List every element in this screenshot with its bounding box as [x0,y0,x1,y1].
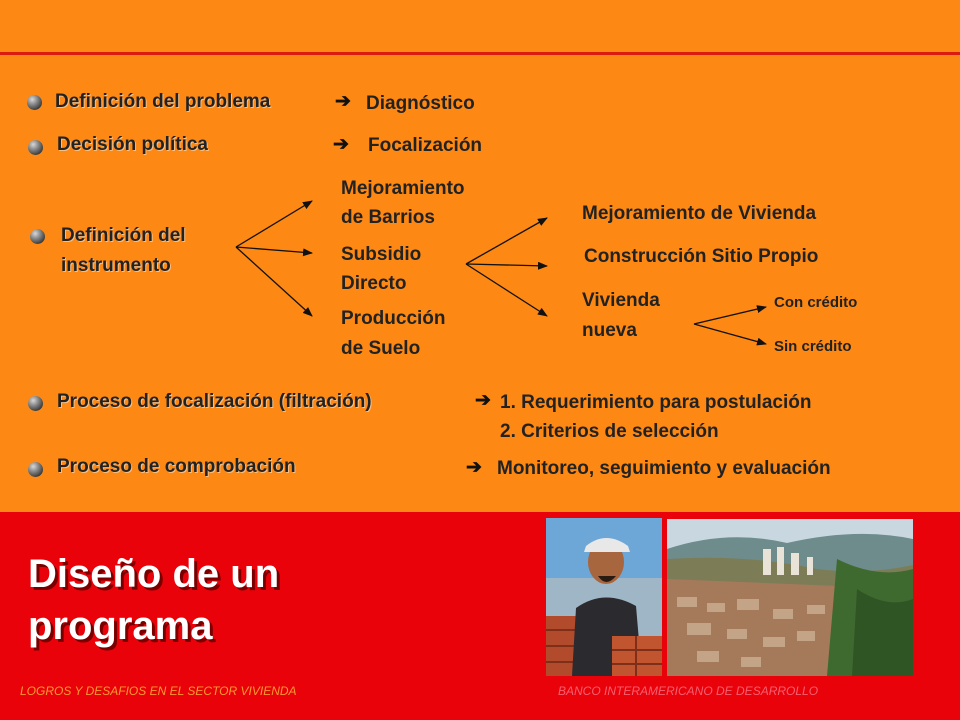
instrument-definition-label-line2: instrumento [61,255,171,276]
option-new-home-line1: Vivienda [582,290,660,311]
bullet-icon [28,396,43,411]
option-own-site-construction: Construcción Sitio Propio [584,246,819,267]
monitoring-text: Monitoreo, seguimiento y evaluación [497,458,831,479]
instrument-neighborhood-line2: de Barrios [341,207,435,228]
instrument-subsidy-line1: Subsidio [341,244,422,265]
credit-without: Sin crédito [774,338,852,355]
connector-to-land [236,247,312,316]
instrument-definition-label-line1: Definición del [61,225,186,246]
slide-title [28,548,279,652]
instrument-subsidy-line2: Directo [341,273,407,294]
option-new-home-line2: nueva [582,320,637,341]
connector-to-neighborhood [236,201,312,247]
arrow-right-icon: ➔ [333,134,349,155]
worker-photo [546,518,662,676]
connector-to-own-site [466,264,547,266]
option-home-improvement: Mejoramiento de Vivienda [582,203,817,224]
diagnosis-text: Diagnóstico [366,93,475,114]
connector-to-without-credit [694,324,766,344]
connector-to-new-home [466,264,547,316]
problem-definition-label: Definición del problema [55,91,271,112]
connector-to-improvement [466,218,547,264]
city-photo [667,519,913,676]
arrow-right-icon: ➔ [475,390,491,411]
footer-left-text: LOGROS Y DESAFIOS EN EL SECTOR VIVIENDA [20,684,297,698]
instrument-neighborhood-line1: Mejoramiento [341,178,465,199]
bullet-icon [28,462,43,477]
policy-decision-label: Decisión política [57,134,208,155]
arrow-right-icon: ➔ [466,457,482,478]
instrument-land-line1: Producción [341,308,446,329]
title-line1: Diseño de un [28,552,280,596]
arrow-right-icon: ➔ [335,91,351,112]
focalization-text: Focalización [368,135,483,156]
verification-process-label: Proceso de comprobación [57,456,296,477]
title-line2: programa [28,604,213,648]
connector-to-with-credit [694,307,766,324]
footer-right-text: BANCO INTERAMERICANO DE DESARROLLO [558,684,819,698]
focalization-process-label: Proceso de focalización (filtración) [57,391,372,412]
instrument-land-line2: de Suelo [341,338,421,359]
credit-with: Con crédito [774,294,858,311]
selection-criteria-text: 2. Criterios de selección [500,421,719,442]
requirement-text: 1. Requerimiento para postulación [500,392,812,413]
connector-to-subsidy [236,247,312,253]
